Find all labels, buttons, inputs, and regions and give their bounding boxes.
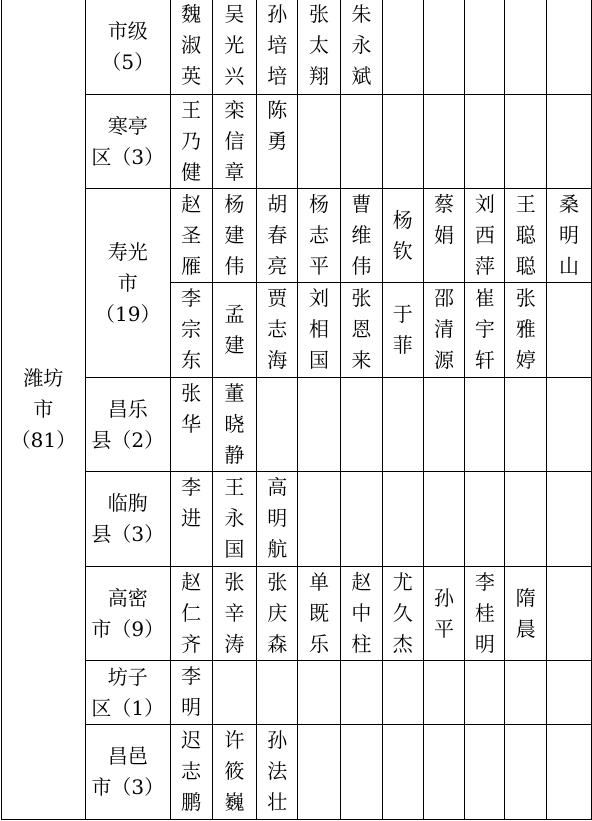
name-cell [212, 189, 257, 283]
name-cell [505, 95, 547, 189]
name-cell [340, 378, 382, 472]
name-cell [257, 378, 298, 472]
name-cell [212, 0, 257, 95]
name-cell [170, 725, 212, 820]
name-cell [465, 725, 505, 820]
name-cell [257, 472, 298, 567]
person-name: 高 明 航 [267, 475, 288, 561]
person-name: 单 既 乐 [309, 570, 330, 656]
name-cell [423, 378, 465, 472]
person-name: 张 庆 森 [267, 570, 288, 656]
name-cell [382, 661, 423, 725]
district-cell [85, 661, 170, 725]
name-cell [340, 0, 382, 95]
name-cell [465, 0, 505, 95]
person-name: 刘 西 萍 [474, 192, 495, 278]
name-cell [505, 725, 547, 820]
name-cell [298, 378, 341, 472]
person-name: 王 乃 健 [181, 98, 202, 184]
name-cell [547, 0, 592, 95]
name-cell [547, 567, 592, 661]
person-name: 朱 永 斌 [351, 2, 372, 88]
roster-body [2, 0, 592, 820]
name-cell [212, 661, 257, 725]
name-cell [423, 472, 465, 567]
person-name: 孟 建 [224, 302, 245, 357]
name-cell [382, 725, 423, 820]
name-cell [547, 189, 592, 283]
person-name: 赵 中 柱 [351, 570, 372, 656]
name-cell [505, 378, 547, 472]
district-cell [85, 472, 170, 567]
name-cell [505, 0, 547, 95]
district-label: 昌乐 县（2） [91, 396, 165, 452]
district-label: 高密 市（9） [91, 585, 165, 641]
name-cell [547, 472, 592, 567]
person-name: 赵 圣 雁 [181, 192, 202, 278]
name-cell [423, 0, 465, 95]
name-cell [298, 95, 341, 189]
name-cell [340, 661, 382, 725]
district-cell [85, 0, 170, 95]
name-cell [465, 283, 505, 378]
name-cell [465, 472, 505, 567]
name-cell [423, 661, 465, 725]
person-name: 李 宗 东 [181, 286, 202, 372]
name-cell [212, 472, 257, 567]
name-cell [423, 283, 465, 378]
person-name: 王 聪 聪 [515, 192, 536, 278]
name-cell [298, 283, 341, 378]
person-name: 孙 平 [434, 585, 455, 641]
person-name: 蔡 娟 [434, 192, 455, 247]
name-cell [170, 567, 212, 661]
district-cell [85, 567, 170, 661]
district-cell [85, 95, 170, 189]
person-name: 杨 志 平 [309, 192, 330, 278]
name-cell [547, 283, 592, 378]
name-cell [212, 567, 257, 661]
name-cell [257, 0, 298, 95]
name-cell [340, 725, 382, 820]
person-name: 杨 建 伟 [224, 192, 245, 278]
name-cell [423, 95, 465, 189]
name-cell [257, 283, 298, 378]
name-cell [382, 0, 423, 95]
name-cell [423, 189, 465, 283]
table-row [2, 0, 592, 95]
district-cell [85, 189, 170, 378]
district-cell [85, 725, 170, 820]
name-cell [340, 283, 382, 378]
name-cell [382, 472, 423, 567]
name-cell [423, 725, 465, 820]
name-cell [257, 95, 298, 189]
person-name: 邵 清 源 [434, 286, 455, 372]
district-label: 市级 （5） [101, 18, 155, 74]
name-cell [298, 189, 341, 283]
name-cell [298, 725, 341, 820]
district-label: 临朐 县（3） [91, 491, 165, 546]
name-cell [382, 567, 423, 661]
name-cell [170, 472, 212, 567]
person-name: 孙 法 壮 [267, 728, 288, 814]
name-cell [298, 567, 341, 661]
name-cell [298, 0, 341, 95]
name-cell [170, 661, 212, 725]
district-label: 昌邑 市（3） [91, 744, 165, 799]
name-cell [465, 661, 505, 725]
person-name: 贾 志 海 [267, 286, 288, 372]
person-name: 魏 淑 英 [181, 2, 202, 88]
person-name: 桑 明 山 [559, 192, 580, 278]
name-cell [212, 95, 257, 189]
name-cell [170, 0, 212, 95]
name-cell [257, 189, 298, 283]
person-name: 张 华 [181, 381, 202, 436]
name-cell [170, 95, 212, 189]
name-cell [547, 661, 592, 725]
person-name: 崔 宇 轩 [474, 286, 495, 372]
table-row [2, 472, 592, 567]
name-cell [382, 189, 423, 283]
person-name: 杨 钦 [392, 207, 413, 263]
name-cell [340, 567, 382, 661]
table-row [2, 725, 592, 820]
district-label: 寿光 市 （19） [95, 239, 161, 326]
name-cell [547, 378, 592, 472]
name-cell [257, 725, 298, 820]
person-name: 吴 光 兴 [224, 2, 245, 88]
person-name: 李 明 [181, 664, 202, 719]
name-cell [505, 283, 547, 378]
person-name: 胡 春 亮 [267, 192, 288, 278]
person-name: 董 晓 静 [224, 381, 245, 467]
name-cell [170, 189, 212, 283]
name-cell [298, 472, 341, 567]
name-cell [505, 567, 547, 661]
name-cell [298, 661, 341, 725]
city-label: 潍坊 市 （81） [10, 365, 77, 452]
person-name: 张 辛 涛 [224, 570, 245, 656]
name-cell [170, 283, 212, 378]
person-name: 张 雅 婷 [515, 286, 536, 372]
name-cell [547, 725, 592, 820]
table-row [2, 189, 592, 283]
person-name: 王 永 国 [224, 475, 245, 561]
table-row [2, 378, 592, 472]
name-cell [505, 661, 547, 725]
district-label: 寒亭 区（3） [91, 113, 165, 169]
person-name: 尤 久 杰 [392, 570, 413, 656]
district-label: 坊子 区（1） [91, 664, 165, 720]
name-cell [382, 378, 423, 472]
person-name: 栾 信 章 [224, 98, 245, 184]
person-name: 于 菲 [392, 302, 413, 357]
person-name: 曹 维 伟 [351, 192, 372, 278]
city-cell [2, 0, 86, 820]
person-name: 隋 晨 [515, 585, 536, 641]
name-cell [465, 378, 505, 472]
name-cell [340, 95, 382, 189]
name-cell [382, 95, 423, 189]
person-name: 张 恩 来 [351, 286, 372, 372]
name-cell [465, 189, 505, 283]
person-name: 许 筱 巍 [224, 728, 245, 814]
name-cell [505, 472, 547, 567]
person-name: 迟 志 鹏 [181, 728, 202, 814]
name-cell [212, 378, 257, 472]
name-cell [465, 567, 505, 661]
person-name: 孙 培 培 [267, 2, 288, 88]
table-row [2, 661, 592, 725]
table-row [2, 567, 592, 661]
table-row [2, 95, 592, 189]
district-cell [85, 378, 170, 472]
name-cell [382, 283, 423, 378]
person-name: 赵 仁 齐 [181, 570, 202, 656]
name-cell [505, 189, 547, 283]
person-name: 李 桂 明 [474, 570, 495, 656]
person-name: 李 进 [181, 475, 202, 530]
name-cell [340, 472, 382, 567]
name-cell [212, 725, 257, 820]
person-name: 陈 勇 [267, 98, 288, 153]
name-cell [257, 567, 298, 661]
representative-roster-table [1, 0, 592, 820]
name-cell [547, 95, 592, 189]
name-cell [423, 567, 465, 661]
name-cell [340, 189, 382, 283]
name-cell [212, 283, 257, 378]
person-name: 张 太 翔 [309, 2, 330, 88]
name-cell [257, 661, 298, 725]
name-cell [465, 95, 505, 189]
name-cell [170, 378, 212, 472]
person-name: 刘 相 国 [309, 286, 330, 372]
